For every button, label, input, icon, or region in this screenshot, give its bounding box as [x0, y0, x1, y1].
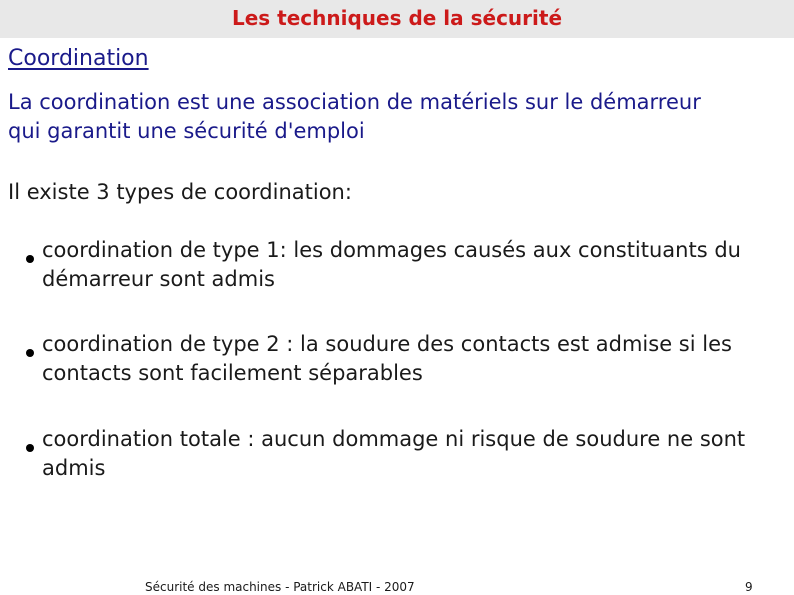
intro-text: Il existe 3 types de coordination:: [8, 180, 352, 204]
definition-paragraph: La coordination est une association de matériels sur le démarreur qui garantit une sécurité d'emploi: [8, 90, 701, 143]
footer-text: Sécurité des machines - Patrick ABATI - 2007: [145, 580, 415, 594]
bullet-icon: [26, 255, 34, 263]
slide-title: Les techniques de la sécurité: [231, 6, 563, 30]
bullet-icon: [26, 444, 34, 452]
section-heading: Coordination: [8, 46, 149, 71]
list-item-text: coordination de type 1: les dommages causés aux constituants du démarreur sont admis: [42, 238, 741, 291]
list-item-text: coordination totale : aucun dommage ni risque de soudure ne sont admis: [42, 427, 746, 480]
list-item-text: coordination de type 2 : la soudure des contacts est admise si les contacts sont facilement séparables: [42, 332, 732, 385]
bullet-icon: [26, 349, 34, 357]
page-number: 9: [745, 580, 753, 594]
